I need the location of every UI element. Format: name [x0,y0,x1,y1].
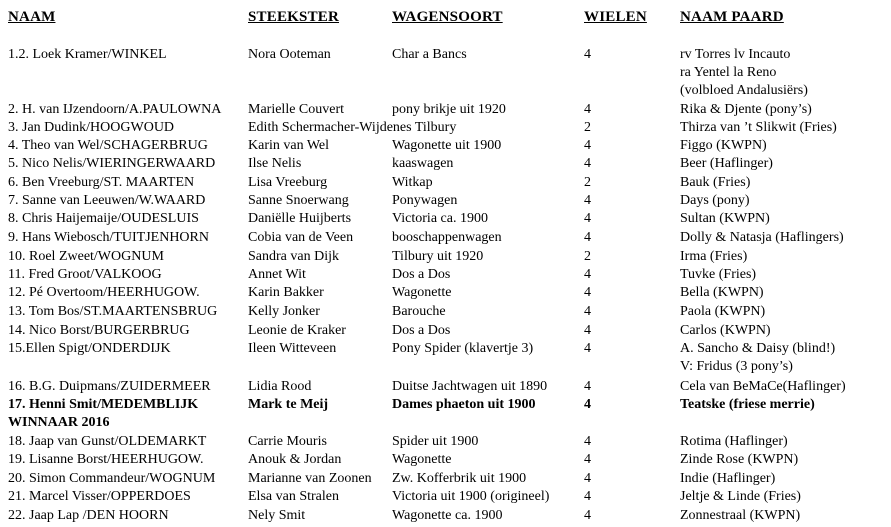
table-row [0,210,891,228]
cell-naam-paard: Irma (Fries) [680,249,748,264]
cell-naam-paard: Tuvke (Fries) [680,267,757,282]
table-row [0,266,891,284]
cell-wagensoort: Victoria ca. 1900 [392,211,488,226]
cell-naam-paard: Bauk (Fries) [680,175,751,190]
header-wagensoort: WAGENSOORT [392,9,503,25]
cell-naam-paard: Days (pony) [680,193,750,208]
cell-wagensoort: Zw. Kofferbrik uit 1900 [392,471,527,486]
cell-wielen: 4 [584,193,591,208]
cell-wagensoort: Barouche [392,304,446,319]
cell-naam: 1.2. Loek Kramer/WINKEL [8,47,167,62]
table-row [0,119,891,137]
cell-naam: 22. Jaap Lap /DEN HOORN [8,508,169,523]
table-row [0,229,891,247]
cell-wagensoort: Wagonette [392,285,452,300]
cell-wielen: 4 [584,138,591,153]
cell-naam: 6. Ben Vreeburg/ST. MAARTEN [8,175,195,190]
cell-steekster: Annet Wit [248,267,306,282]
cell-steekster: Sanne Snoerwang [248,193,349,208]
cell-wielen: 2 [584,175,591,190]
cell-naam-paard: Teatske (friese merrie) [680,397,815,412]
cell-naam: 9. Hans Wiebosch/TUITJENHORN [8,230,209,245]
cell-naam: 7. Sanne van Leeuwen/W.WAARD [8,193,206,208]
cell-wagensoort: Ponywagen [392,193,458,208]
cell-wagensoort: Dos a Dos [392,323,451,338]
cell-naam-paard: Beer (Haflinger) [680,156,773,171]
cell-steekster: Nora Ooteman [248,47,331,62]
cell-wielen: 4 [584,471,591,486]
cell-wagensoort: Tilbury uit 1920 [392,249,484,264]
cell-wagensoort: Spider uit 1900 [392,434,479,449]
cell-steekster: Kelly Jonker [248,304,320,319]
cell-wagensoort: Witkap [392,175,433,190]
table-row [0,46,891,64]
cell-naam-paard: Paola (KWPN) [680,304,766,319]
cell-naam-paard: Indie (Haflinger) [680,471,776,486]
cell-naam: 4. Theo van Wel/SCHAGERBRUG [8,138,208,153]
cell-naam: 2. H. van IJzendoorn/A.PAULOWNA [8,102,222,117]
cell-steekster: Daniëlle Huijberts [248,211,352,226]
cell-wielen: 4 [584,397,591,412]
cell-wielen: 4 [584,211,591,226]
cell-naam-paard: Sultan (KWPN) [680,211,770,226]
header-steekster: STEEKSTER [248,9,340,25]
table-row [0,358,891,376]
table-row [0,470,891,488]
table-row [0,340,891,358]
cell-steekster: Sandra van Dijk [248,249,339,264]
cell-naam: 19. Lisanne Borst/HEERHUGOW. [8,452,204,467]
cell-naam-paard: Zonnestraal (KWPN) [680,508,801,523]
table-row [0,174,891,192]
cell-naam: 13. Tom Bos/ST.MAARTENSBRUG [8,304,218,319]
cell-wagensoort: Pony Spider (klavertje 3) [392,341,534,356]
cell-wielen: 4 [584,379,591,394]
cell-naam: 20. Simon Commandeur/WOGNUM [8,471,216,486]
cell-wagensoort: Duitse Jachtwagen uit 1890 [392,379,548,394]
table-row [0,378,891,396]
cell-naam: 21. Marcel Visser/OPPERDOES [8,489,191,504]
cell-naam-paard: rv Torres lv Incauto [680,47,791,62]
header-wielen: WIELEN [584,9,647,25]
cell-wielen: 4 [584,285,591,300]
cell-steekster: Anouk & Jordan [248,452,342,467]
cell-steekster: Ilse Nelis [248,156,302,171]
table-row [0,322,891,340]
cell-steekster: Lidia Rood [248,379,312,394]
header-naam-paard: NAAM PAARD [680,9,784,25]
table-row [0,451,891,469]
cell-naam: 15.Ellen Spigt/ONDERDIJK [8,341,171,356]
cell-naam: 5. Nico Nelis/WIERINGERWAARD [8,156,216,171]
cell-naam-paard: ra Yentel la Reno [680,65,777,80]
cell-wagensoort: Wagonette ca. 1900 [392,508,503,523]
winner-label: WINNAAR 2016 [8,415,110,430]
table-row [0,64,891,82]
table-row [0,248,891,266]
cell-steekster: Nely Smit [248,508,306,523]
cell-wagensoort: Wagonette uit 1900 [392,138,502,153]
cell-naam-paard: A. Sancho & Daisy (blind!) [680,341,836,356]
cell-wagensoort: Char a Bancs [392,47,467,62]
cell-naam-paard: Carlos (KWPN) [680,323,771,338]
cell-wielen: 4 [584,304,591,319]
table-row [0,284,891,302]
header-naam: NAAM [8,9,56,25]
table-row [0,101,891,119]
cell-naam: 17. Henni Smit/MEDEMBLIJK [8,397,199,412]
cell-wagensoort: kaaswagen [392,156,454,171]
cell-steekster: Elsa van Stralen [248,489,339,504]
cell-steekster: Ileen Witteveen [248,341,337,356]
cell-naam-paard: Dolly & Natasja (Haflingers) [680,230,844,245]
cell-steekster: Edith Schermacher-Wijdenes Tilbury [248,120,457,135]
cell-steekster: Karin van Wel [248,138,330,153]
cell-wielen: 4 [584,156,591,171]
cell-naam: 8. Chris Haijemaije/OUDESLUIS [8,211,199,226]
table-row [0,433,891,451]
cell-wagensoort: Victoria uit 1900 (origineel) [392,489,550,504]
cell-wielen: 4 [584,102,591,117]
cell-naam-paard: Bella (KWPN) [680,285,764,300]
cell-wagensoort: Dos a Dos [392,267,451,282]
cell-naam: 16. B.G. Duipmans/ZUIDERMEER [8,379,211,394]
cell-naam: 11. Fred Groot/VALKOOG [8,267,162,282]
cell-wielen: 4 [584,341,591,356]
cell-wielen: 2 [584,249,591,264]
cell-steekster: Cobia van de Veen [248,230,354,245]
cell-steekster: Mark te Meij [248,397,329,412]
cell-naam: 10. Roel Zweet/WOGNUM [8,249,164,264]
cell-naam-paard: Rotima (Haflinger) [680,434,788,449]
cell-naam-paard: Thirza van ’t Slikwit (Fries) [680,120,837,135]
cell-wagensoort: Dames phaeton uit 1900 [392,397,536,412]
cell-wielen: 4 [584,323,591,338]
table-row [0,303,891,321]
cell-steekster: Lisa Vreeburg [248,175,328,190]
cell-naam-paard: (volbloed Andalusiërs) [680,83,808,98]
cell-steekster: Karin Bakker [248,285,324,300]
cell-steekster: Leonie de Kraker [248,323,346,338]
cell-wagensoort: pony brikje uit 1920 [392,102,506,117]
cell-wielen: 4 [584,508,591,523]
cell-steekster: Carrie Mouris [248,434,327,449]
cell-naam-paard: Zinde Rose (KWPN) [680,452,799,467]
cell-steekster: Marianne van Zoonen [248,471,372,486]
cell-wielen: 4 [584,267,591,282]
table-row [0,507,891,525]
cell-naam: 12. Pé Overtoom/HEERHUGOW. [8,285,200,300]
table-row [0,155,891,173]
cell-naam-paard: Rika & Djente (pony’s) [680,102,812,117]
cell-naam-paard: V: Fridus (3 pony’s) [680,359,793,374]
cell-wielen: 4 [584,230,591,245]
table-row-highlight [0,414,891,432]
cell-wielen: 4 [584,47,591,62]
cell-wielen: 4 [584,452,591,467]
cell-naam: 18. Jaap van Gunst/OLDEMARKT [8,434,207,449]
table-row [0,488,891,506]
cell-wielen: 4 [584,489,591,504]
cell-wagensoort: Wagonette [392,452,452,467]
table-row [0,82,891,100]
table-row-highlight [0,396,891,414]
cell-naam: 3. Jan Dudink/HOOGWOUD [8,120,175,135]
cell-naam-paard: Cela van BeMaCe(Haflinger) [680,379,846,394]
cell-naam: 14. Nico Borst/BURGERBRUG [8,323,190,338]
cell-naam-paard: Jeltje & Linde (Fries) [680,489,801,504]
cell-wielen: 2 [584,120,591,135]
cell-wielen: 4 [584,434,591,449]
cell-steekster: Marielle Couvert [248,102,345,117]
table-row [0,192,891,210]
cell-naam-paard: Figgo (KWPN) [680,138,767,153]
cell-wagensoort: booschappenwagen [392,230,502,245]
table-row [0,137,891,155]
